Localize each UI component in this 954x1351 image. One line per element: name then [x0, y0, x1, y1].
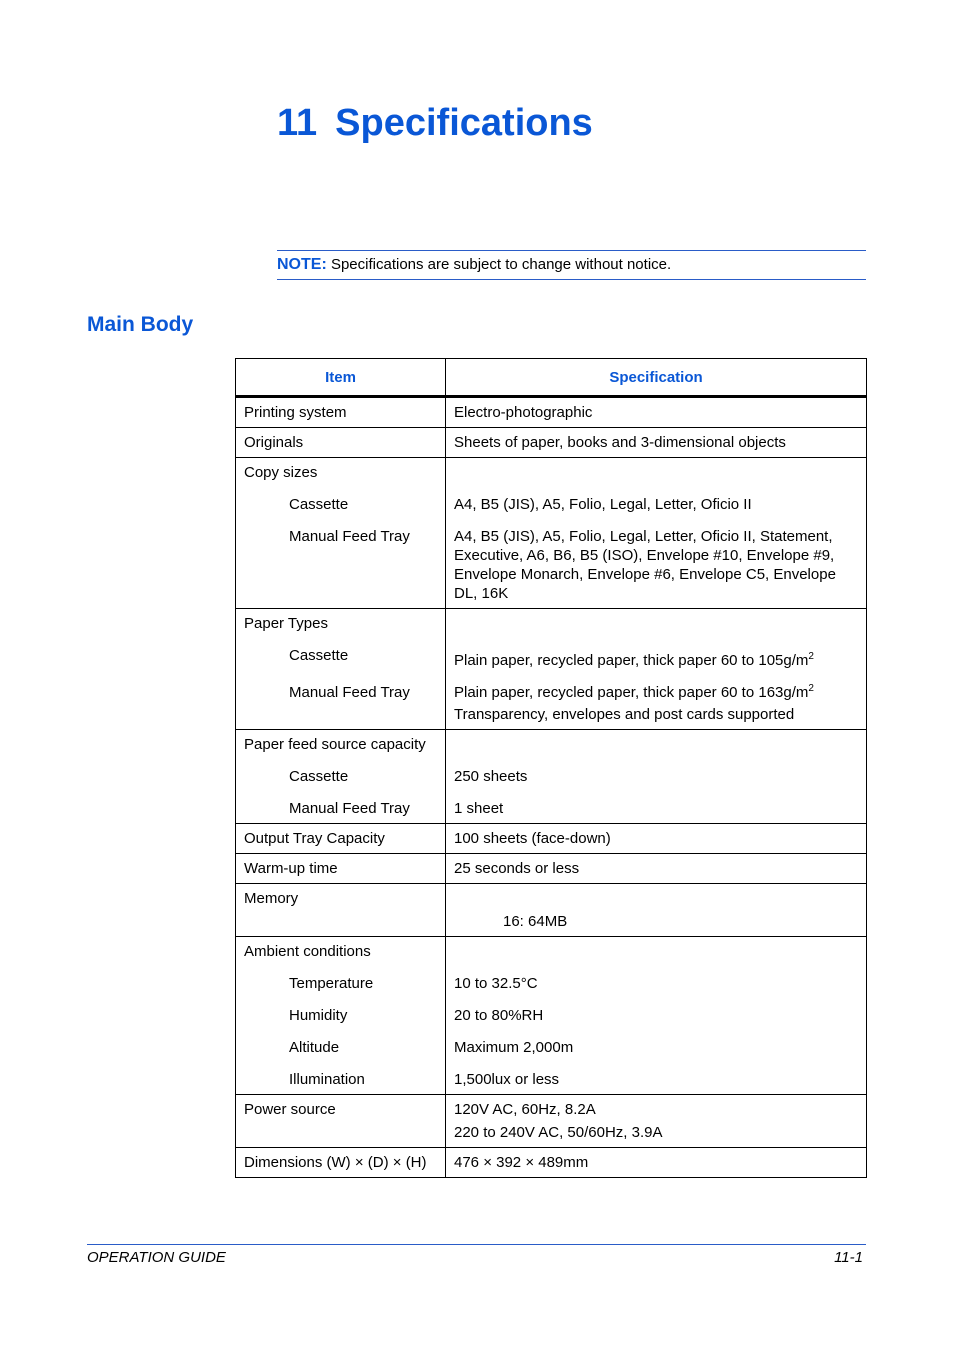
sub-label: Cassette [289, 768, 349, 785]
note-label: NOTE: [277, 256, 327, 273]
row-value: A4, B5 (JIS), A5, Folio, Legal, Letter, Oficio II [454, 496, 752, 513]
row-label: Ambient conditions [244, 943, 371, 960]
row-label-cell [236, 458, 446, 609]
table-row [236, 730, 867, 824]
page-footer [87, 1244, 866, 1266]
chapter-number: 11 [277, 102, 318, 144]
row-value: Plain paper, recycled paper, thick paper 60 to 105g/m [454, 652, 809, 669]
sub-label: Cassette [289, 647, 349, 664]
row-label-cell [236, 730, 446, 824]
row-value: Sheets of paper, books and 3-dimensional objects [446, 428, 867, 458]
row-value: 220 to 240V AC, 50/60Hz, 3.9A [454, 1124, 663, 1141]
sub-label: Manual Feed Tray [289, 528, 410, 545]
sub-label: Altitude [289, 1039, 340, 1056]
chapter-title-text: Specifications [335, 102, 593, 144]
row-value: 10 to 32.5°C [454, 975, 538, 992]
row-label-cell [236, 937, 446, 1095]
footer-guide-title: OPERATION GUIDE [87, 1249, 226, 1266]
row-label: Copy sizes [244, 464, 318, 481]
header-spec: Specification [446, 359, 867, 397]
row-value: Plain paper, recycled paper, thick paper 60 to 163g/m [454, 684, 809, 701]
sub-label: Manual Feed Tray [289, 684, 410, 701]
row-label: Output Tray Capacity [236, 824, 446, 854]
row-value: 250 sheets [454, 768, 528, 785]
sub-label: Temperature [289, 975, 374, 992]
superscript: 2 [808, 683, 814, 694]
sub-label: Illumination [289, 1071, 365, 1088]
table-row [236, 458, 867, 609]
row-value-cell [446, 730, 867, 824]
section-title: Main Body [87, 313, 194, 336]
row-value-cell [446, 609, 867, 730]
chapter-title [277, 102, 593, 145]
table-row [236, 1148, 867, 1178]
row-label: Dimensions (W) × (D) × (H) [236, 1148, 446, 1178]
row-label: Paper feed source capacity [244, 736, 426, 753]
row-value-cell [446, 1095, 867, 1148]
row-value: Maximum 2,000m [454, 1039, 574, 1056]
row-value: Transparency, envelopes and post cards supported [454, 706, 795, 723]
footer-page-number: 11-1 [834, 1249, 863, 1266]
table-row [236, 397, 867, 428]
row-value: 476 × 392 × 489mm [446, 1148, 867, 1178]
row-label: Printing system [236, 397, 446, 428]
row-value: 1,500lux or less [454, 1071, 560, 1088]
row-value: 120V AC, 60Hz, 8.2A [454, 1101, 596, 1118]
table-row [236, 824, 867, 854]
spec-table [235, 358, 867, 1178]
row-value-cell [446, 937, 867, 1095]
row-label-cell [236, 609, 446, 730]
table-row [236, 428, 867, 458]
row-label: Memory [236, 884, 446, 937]
row-value-cell [446, 458, 867, 609]
row-value: 1 sheet [454, 800, 504, 817]
sub-label: Cassette [289, 496, 349, 513]
row-value: 20 to 80%RH [454, 1007, 544, 1024]
row-label: Paper Types [244, 615, 328, 632]
table-row [236, 1095, 867, 1148]
row-label: Power source [236, 1095, 446, 1148]
header-item: Item [236, 359, 446, 397]
table-row [236, 609, 867, 730]
sub-label: Manual Feed Tray [289, 800, 410, 817]
superscript: 2 [808, 651, 814, 662]
table-row [236, 854, 867, 884]
row-value-cell [446, 884, 867, 937]
note-text: Specifications are subject to change without notice. [330, 256, 672, 273]
row-value: Electro-photographic [446, 397, 867, 428]
sub-label: Humidity [289, 1007, 348, 1024]
row-value: 100 sheets (face-down) [446, 824, 867, 854]
table-header-row [236, 359, 867, 397]
row-value: A4, B5 (JIS), A5, Folio, Legal, Letter, Oficio II, Statement, Executive, A6, B6, B5 (ISO), Envelope #10, Envelope #9, Envelope Monarch, Envelope #6, Envelope C5, Envelope DL, 16K [454, 528, 836, 602]
row-value: 16: 64MB [503, 913, 568, 930]
table-row [236, 884, 867, 937]
table-row [236, 937, 867, 1095]
row-label: Warm-up time [236, 854, 446, 884]
row-value: 25 seconds or less [446, 854, 867, 884]
note-box [277, 250, 866, 280]
row-label: Originals [236, 428, 446, 458]
